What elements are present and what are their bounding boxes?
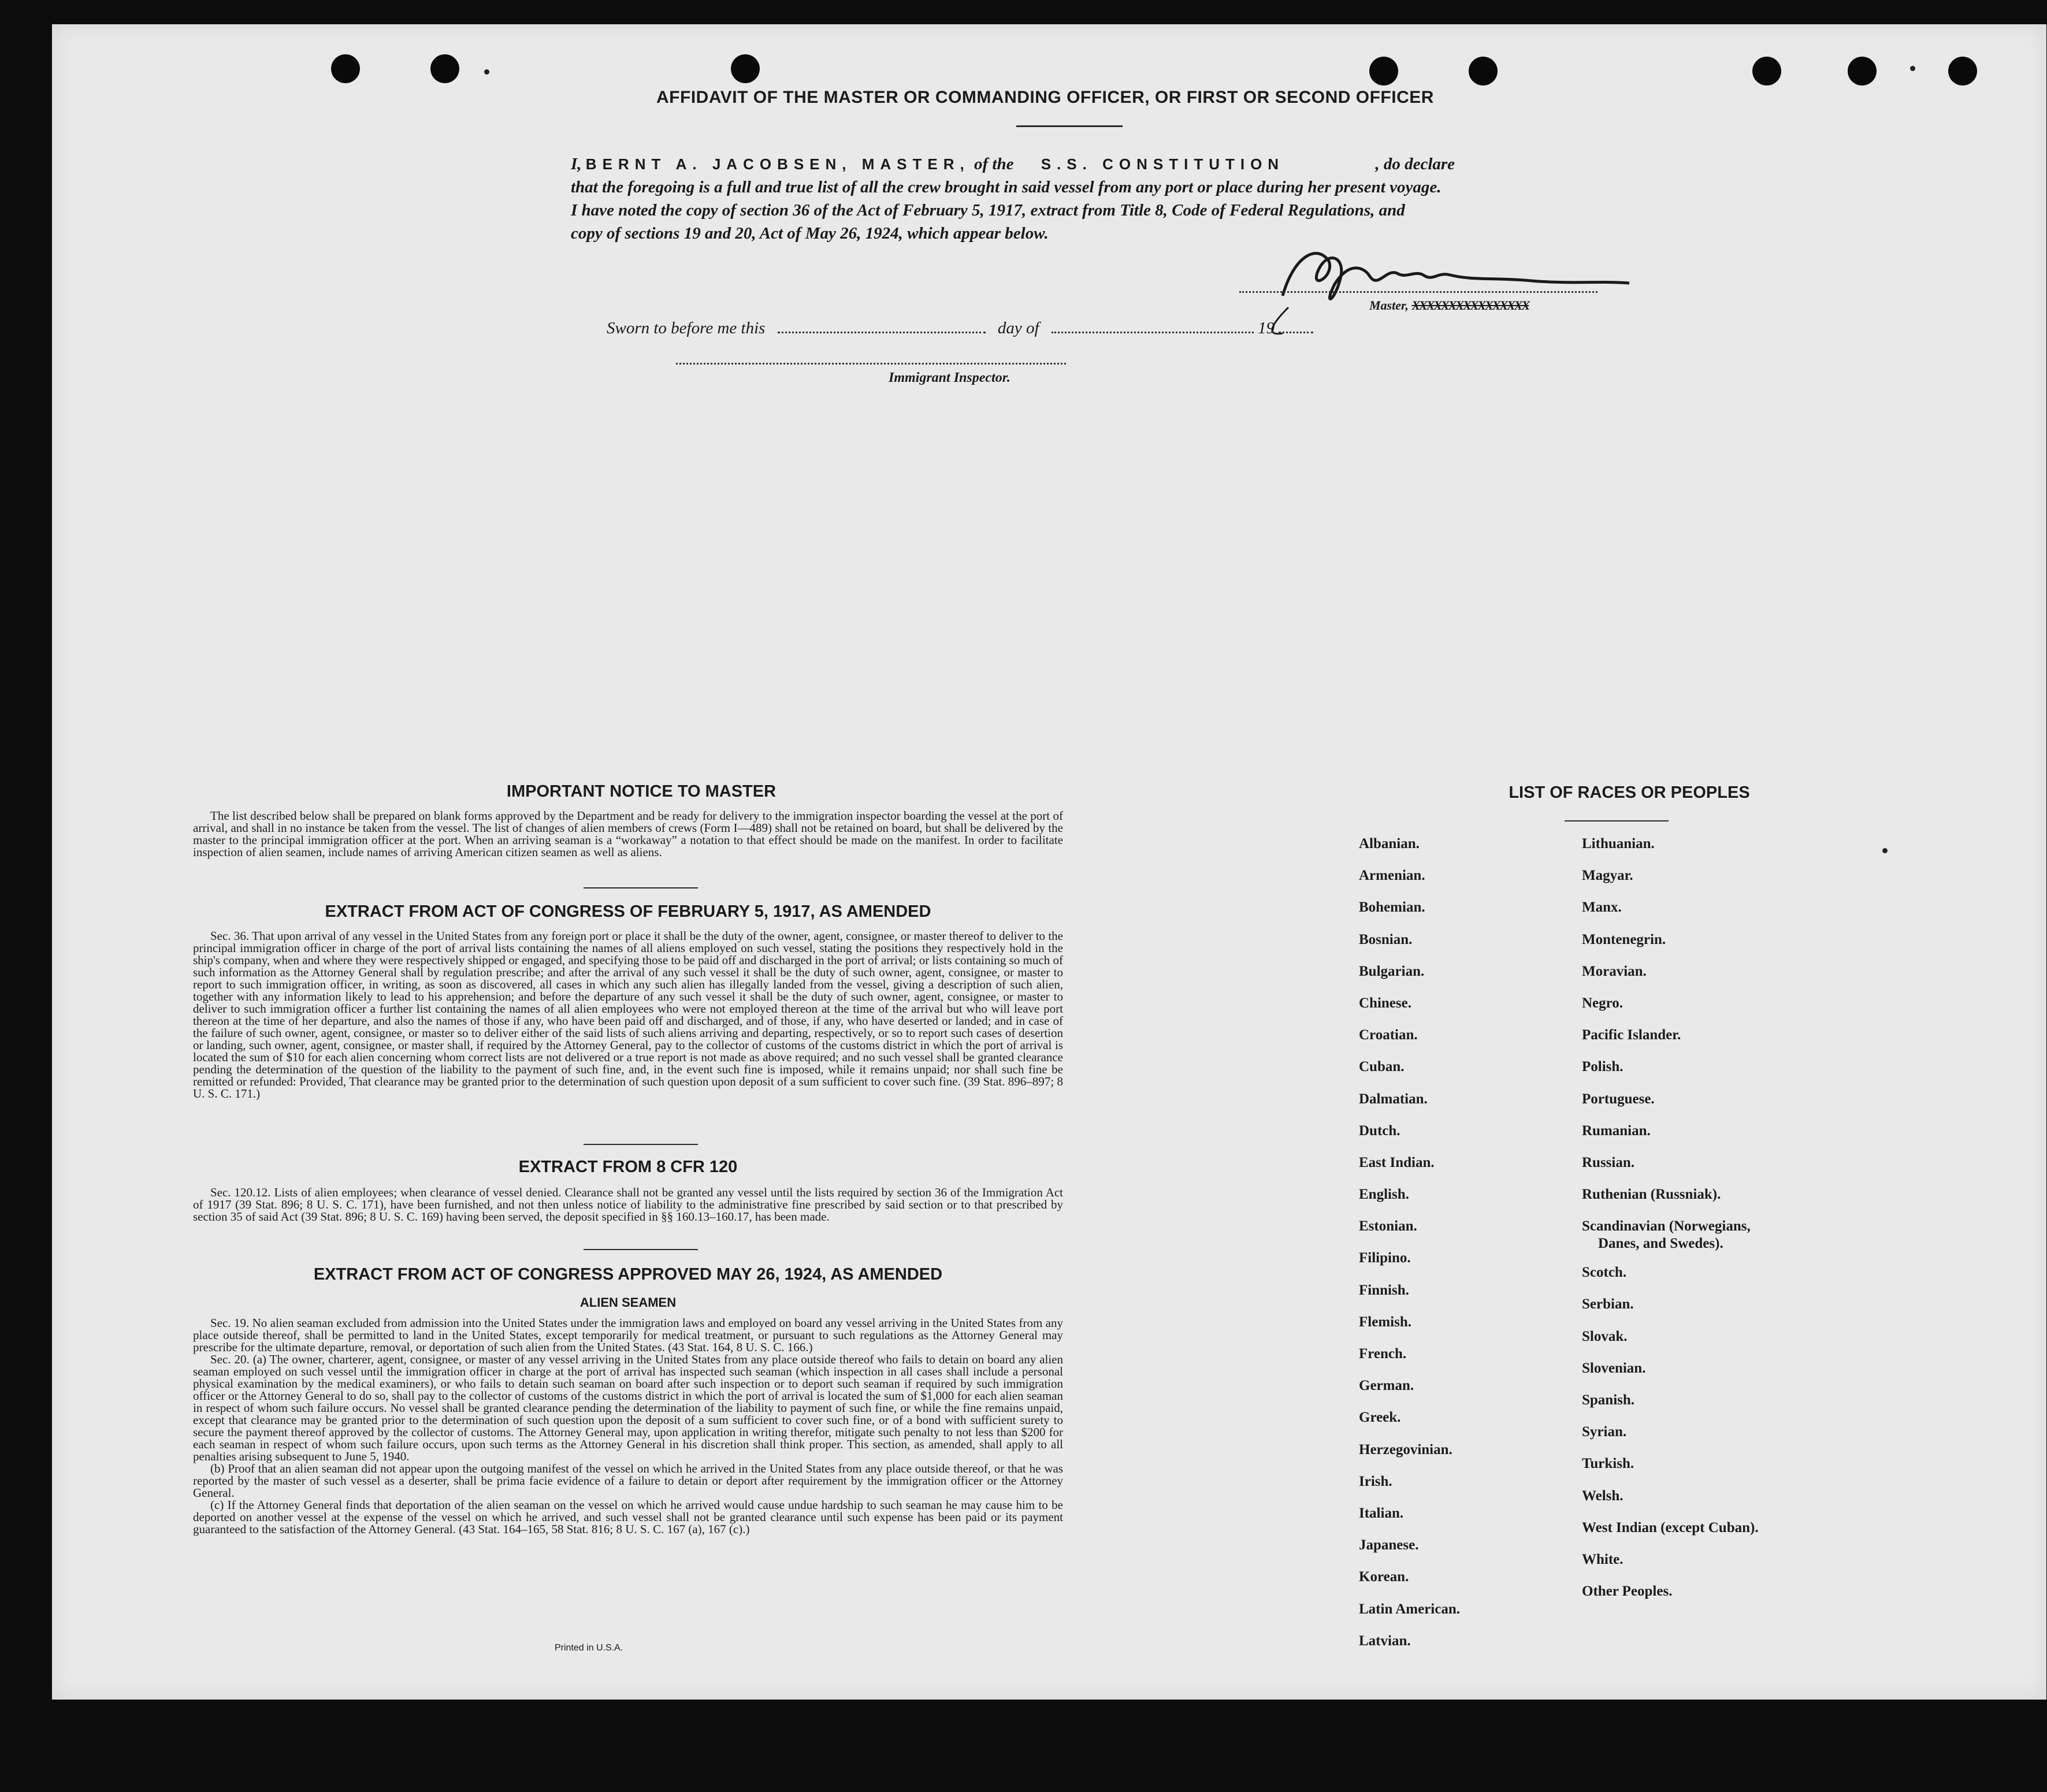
race-item: Herzegovinian. <box>1359 1441 1452 1458</box>
affidavit-line-4: copy of sections 19 and 20, Act of May 26, 1924, which appear below. <box>571 224 1049 243</box>
sec-20c: (c) If the Attorney General finds that deportation of the alien seaman on the vessel on which he arrived would cause undue hardship to such seaman he may cause him to be deported on another vessel at the expense of the vessel on which he arrived, and such vessel shall not be granted clearance until such expense has been paid or its payment guaranteed to the satisfaction of the Attorney General. (43 Stat. 164–165, 58 Stat. 816; 8 U. S. C. 167 (a), 167 (c).) <box>193 1498 1063 1536</box>
divider <box>584 887 698 888</box>
alien-seamen-subtitle: ALIEN SEAMEN <box>579 1295 677 1310</box>
title-underline <box>1016 125 1123 127</box>
vessel-name: S.S. CONSTITUTION <box>1041 155 1285 173</box>
race-item: Armenian. <box>1359 868 1425 884</box>
extract-1924-body <box>193 1317 1063 1536</box>
race-item: Negro. <box>1582 995 1624 1011</box>
race-item: Montenegrin. <box>1582 931 1666 947</box>
race-item: Spanish. <box>1582 1392 1635 1408</box>
sworn-line: Sworn to before me this day of 19 <box>607 317 1313 340</box>
sec-20a: Sec. 20. (a) The owner, charterer, agent, consignee, or master of any vessel arriving in the United States from any place outside thereof who fails to detain on board any alien seaman employed on such vessel until the immigration officer in charge at the port of arrival has inspected such seaman (which inspection in all cases shall include a personal physical examination by the medical examiners), or who fails to detain such seaman on board after such inspection or to deport such seaman if required by such immigration officer or the Attorney General to do so, shall pay to the collector of customs of the customs district in which the port of arrival is located the sum of $1,000 for each alien seaman in respect of whom such failure occurs. No vessel shall be granted clearance pending the determination of the liability to payment of such fine, or while the fine remains unpaid, except that clearance may be granted prior to the determination of such question upon the deposit of a sum sufficient to cover such fine, or of a bond with sufficient surety to secure the payment thereof approved by the collector of customs. The Attorney General may, upon application in writing therefor, mitigate such penalty to not less than $200 for each seaman in respect of whom such failure occurs, upon such terms as the Attorney General in his discretion shall think proper. This section, as amended, shall apply to all penalties arising subsequent to June 5, 1940. <box>193 1352 1063 1463</box>
extract-1924-title: EXTRACT FROM ACT OF CONGRESS APPROVED MAY 26, 1924, AS AMENDED <box>313 1265 943 1284</box>
race-item: Moravian. <box>1582 963 1647 979</box>
punch-hole <box>731 54 760 83</box>
race-item: Cuban. <box>1359 1059 1405 1075</box>
races-right-column <box>1582 835 1759 1615</box>
race-item: Slovenian. <box>1582 1360 1646 1376</box>
punch-hole <box>331 54 360 83</box>
race-item: Dalmatian. <box>1359 1091 1428 1107</box>
race-item: Albanian. <box>1359 836 1420 852</box>
race-item: Ruthenian (Russniak). <box>1582 1187 1721 1203</box>
race-item: Other Peoples. <box>1582 1583 1673 1600</box>
printed-in-usa: Printed in U.S.A. <box>555 1643 623 1653</box>
race-item: Finnish. <box>1359 1282 1409 1298</box>
notice-title: IMPORTANT NOTICE TO MASTER <box>506 782 777 801</box>
race-item: Irish. <box>1359 1473 1392 1489</box>
race-item: Chinese. <box>1359 995 1411 1011</box>
affidavit-line-2: that the foregoing is a full and true list of all the crew brought in said vessel from any port or place during her present voyage. <box>571 178 1442 196</box>
race-item: Korean. <box>1359 1569 1409 1585</box>
race-item: Pacific Islander. <box>1582 1027 1681 1043</box>
extract-cfr-title: EXTRACT FROM 8 CFR 120 <box>518 1158 738 1176</box>
punch-hole <box>1369 57 1398 85</box>
race-item: French. <box>1359 1346 1407 1362</box>
race-item: Polish. <box>1582 1059 1624 1075</box>
race-item: Manx. <box>1582 899 1622 916</box>
race-item: White. <box>1582 1551 1624 1567</box>
race-item: Slovak. <box>1582 1328 1628 1344</box>
sworn-month-blank <box>1052 332 1254 333</box>
sworn-day-blank <box>778 332 986 333</box>
line1-suffix: , do declare <box>1375 155 1455 173</box>
race-item: Dutch. <box>1359 1122 1400 1139</box>
race-item: Russian. <box>1582 1154 1635 1170</box>
document-sheet <box>52 24 2046 1700</box>
race-item: Filipino. <box>1359 1250 1411 1266</box>
race-item: Scandinavian (Norwegians, <box>1582 1218 1751 1235</box>
race-item: Portuguese. <box>1582 1091 1655 1107</box>
race-item: Greek. <box>1359 1410 1401 1426</box>
race-item: Danes, and Swedes). <box>1598 1236 1723 1252</box>
punch-hole <box>1948 57 1977 85</box>
race-item: Rumanian. <box>1582 1122 1651 1139</box>
race-item: East Indian. <box>1359 1154 1435 1170</box>
race-item: Estonian. <box>1359 1218 1417 1235</box>
extract-1917-title: EXTRACT FROM ACT OF CONGRESS OF FEBRUARY 5, 1917, AS AMENDED <box>325 902 931 921</box>
sec-19: Sec. 19. No alien seaman excluded from admission into the United States under the immigration laws and employed on board any vessel arriving in the United States from any place outside thereof, shall be permitted to land in the United States, except temporarily for medical treatment, or pursuant to such regulations as the Attorney General may prescribe for the ultimate departure, removal, or deportation of such alien from the United States. (43 Stat. 164, 8 U. S. C. 166.) <box>193 1316 1063 1354</box>
divider <box>584 1249 698 1250</box>
race-item: Scotch. <box>1582 1265 1627 1281</box>
races-title-underline <box>1565 820 1669 821</box>
race-item: Latin American. <box>1359 1601 1460 1617</box>
line1-mid: of the <box>974 155 1014 173</box>
races-left-column <box>1359 835 1460 1664</box>
punch-hole <box>1752 57 1781 85</box>
race-item: Magyar. <box>1582 868 1633 884</box>
punch-hole <box>430 54 459 83</box>
signature-line <box>1239 291 1598 293</box>
race-item: English. <box>1359 1187 1409 1203</box>
inspector-signature-line <box>676 363 1066 365</box>
race-item: Japanese. <box>1359 1537 1419 1553</box>
race-item: Lithuanian. <box>1582 836 1655 852</box>
race-item: Bosnian. <box>1359 931 1413 947</box>
race-item: Serbian. <box>1582 1296 1634 1313</box>
master-name: BERNT A. JACOBSEN, MASTER, <box>585 155 970 173</box>
affidavit-line-1 <box>571 153 1455 176</box>
race-item: Turkish. <box>1582 1456 1634 1472</box>
race-item: Syrian. <box>1582 1424 1627 1440</box>
speck <box>484 69 489 75</box>
sec-20b: (b) Proof that an alien seaman did not appear upon the outgoing manifest of the vessel on which he arrived in the United States from any place outside thereof, or that he was reported by the master of such vessel as a deserter, shall be prima facie evidence of a failure to detain or deport after requirement by the immigration officer or the Attorney General. <box>193 1462 1063 1500</box>
race-item: Bulgarian. <box>1359 963 1425 979</box>
race-item: Latvian. <box>1359 1633 1411 1649</box>
struck-officer-title: XXXXXXXXXXXXXXXX <box>1411 298 1529 313</box>
race-item: Italian. <box>1359 1505 1404 1521</box>
race-item: Welsh. <box>1582 1488 1624 1504</box>
race-item: Flemish. <box>1359 1314 1411 1330</box>
race-item: German. <box>1359 1378 1414 1394</box>
race-item: West Indian (except Cuban). <box>1582 1519 1759 1536</box>
affidavit-title: AFFIDAVIT OF THE MASTER OR COMMANDING OFFICER, OR FIRST OR SECOND OFFICER <box>656 88 1434 107</box>
affidavit-line-3: I have noted the copy of section 36 of the Act of February 5, 1917, extract from Title 8, Code of Federal Regulations, and <box>571 201 1405 220</box>
extract-cfr-body: Sec. 120.12. Lists of alien employees; when clearance of vessel denied. Clearance shall not be granted any vessel until the lists required by section 36 of the Immigration Act of 1917 (39 Stat. 896; 8 U. S. C. 171), have been furnished, and not then unless notice of liability to the administrative fine prescribed by said section or to that prescribed by section 35 of said Act (39 Stat. 896; 8 U. S. C. 169) having been served, the deposit specified in §§ 160.13–160.17, has been made. <box>193 1185 1063 1224</box>
line1-prefix: I, <box>571 155 582 173</box>
punch-hole <box>1469 57 1498 85</box>
race-item: Bohemian. <box>1359 899 1425 916</box>
speck <box>1882 848 1888 853</box>
extract-1917-body: Sec. 36. That upon arrival of any vessel in the United States from any foreign port or place it shall be the duty of the owner, agent, consignee, or master thereof to deliver to the principal immigration officer in charge of the port of arrival lists containing the names of all aliens employed on such vessel, stating the positions they respectively hold in the ship's company, when and where they were respectively shipped or engaged, and specifying those to be paid off and discharged in the port of arrival; or lists containing so much of such information as the Attorney General shall by regulation prescribe; and after the arrival of any such vessel it shall be the duty of such owner, agent, consignee, or master to report to such immigration officer, in writing, as soon as discovered, all cases in which any such alien has illegally landed from the vessel, giving a description of such alien, together with any information likely to lead to his apprehension; and before the departure of any such vessel it shall be the duty of such owner, agent, consignee, or master to deliver to such immigration officer a further list containing the names of all alien employees who were not employed thereon at the time of the arrival but who will leave port thereon at the time of her departure, and also the names of those if any, who have been paid off and discharged, and of those, if any, who have deserted or landed; and in case of the failure of such owner, agent, consignee, or master so to deliver either of the said lists of such aliens arriving and departing, respectively, or so to report such cases of desertion or landing, such owner, agent, consignee, or master shall, if required by the Attorney General, pay to the collector of customs of the customs district in which the port of arrival is located the sum of $10 for each alien concerning whom correct lists are not delivered or a true report is not made as above required; and no such vessel shall be granted clearance pending the determination of the question of the liability to the payment of such fine, and, in the event such fine is imposed, while it remains unpaid; nor shall such fine be remitted or refunded: Provided, That clearance may be granted prior to the determination of such question upon deposit of a sum sufficient to cover such fine. (39 Stat. 896–897; 8 U. S. C. 171.) <box>193 929 1063 1101</box>
sworn-year-blank <box>1279 332 1313 333</box>
races-title: LIST OF RACES OR PEOPLES <box>1509 783 1750 802</box>
speck <box>1910 66 1915 71</box>
notice-body: The list described below shall be prepared on blank forms approved by the Department and be ready for delivery to the immigration inspector boarding the vessel at the port of arrival, and shall in no instance be taken from the vessel. The list of changes of alien members of crews (Form I—489) shall not be retained on board, but shall be delivered by the master to the principal immigration officer at the port. When an arriving seaman is a “workaway” a notation to that effect should be made on the manifest. In order to facilitate inspection of alien seamen, include names of arriving American citizen seamen as well as aliens. <box>193 809 1063 859</box>
inspector-label: Immigrant Inspector. <box>889 370 1011 385</box>
divider <box>584 1144 698 1145</box>
punch-hole <box>1848 57 1877 85</box>
race-item: Croatian. <box>1359 1027 1418 1043</box>
master-label: Master, XXXXXXXXXXXXXXXX <box>1369 298 1529 313</box>
